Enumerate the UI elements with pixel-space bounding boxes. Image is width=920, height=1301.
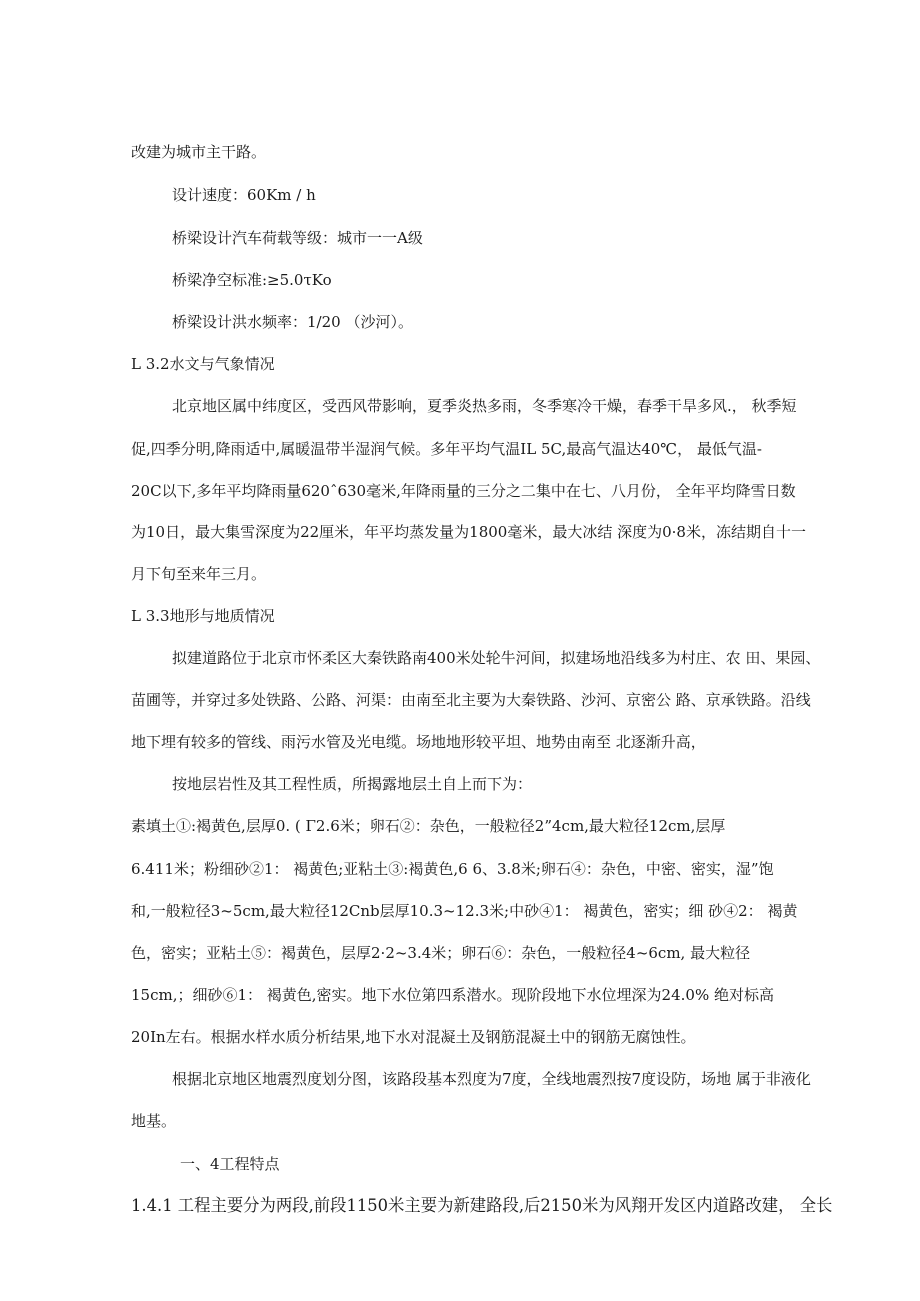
section-heading: L 3.2水文与气象情况 — [131, 355, 275, 373]
text-line: 色，密实；亚粘土⑤：褐黄色，层厚2·2~3.4米；卵石⑥：杂色，一般粒径4~6cm, 最大粒径 — [131, 944, 751, 962]
text-line: 素填土①:褐黄色,层厚0. ( Γ2.6米；卵石②：杂色，一般粒径2”4cm,最大粒径12cm,层厚 — [131, 817, 726, 835]
text-line: 桥梁设计洪水频率：1/20 （沙河）。 — [172, 313, 413, 331]
text-line: 地下埋有较多的管线、雨污水管及光电缆。场地地形较平坦、地势由南至 北逐渐升高， — [131, 733, 706, 751]
text-line: 15cm,；细砂⑥1： 褐黄色,密实。地下水位第四系潜水。现阶段地下水位埋深为24.0% 绝对标高 — [131, 986, 774, 1004]
text-line: 按地层岩性及其工程性质，所揭露地层土自上而下为： — [172, 775, 533, 793]
section-heading: 一、4工程特点 — [180, 1155, 280, 1173]
text-line: 20In左右。根据水样水质分析结果,地下水对混凝土及钢筋混凝土中的钢筋无腐蚀性。 — [131, 1028, 696, 1046]
text-line: 桥梁设计汽车荷载等级：城市一一A级 — [172, 229, 423, 247]
text-line: 20C以下,多年平均降雨量620ˆ630毫米,年降雨量的三分之二集中在七、八月份， 全年平均降雪日数 — [131, 482, 796, 500]
text-line: 北京地区属中纬度区，受西风带影响，夏季炎热多雨，冬季寒冷干燥，春季干旱多风.， 秋季短 — [172, 397, 797, 415]
text-line: 促,四季分明,降雨适中,属暖温带半湿润气候。多年平均气温IL 5C,最高气温达40℃， 最低气温- — [131, 440, 762, 458]
text-line: 地基。 — [131, 1112, 177, 1130]
text-line: 根据北京地区地震烈度划分图，该路段基本烈度为7度，全线地震烈按7度设防，场地 属于非液化 — [172, 1070, 811, 1088]
text-line: 拟建道路位于北京市怀柔区大秦铁路南400米处轮牛河间，拟建场地沿线多为村庄、农 田、果园、 — [172, 649, 821, 667]
text-line: 1.4.1 工程主要分为两段,前段1150米主要为新建路段,后2150米为风翔开发区内道路改建， 全长 — [131, 1196, 833, 1216]
text-line: 月下旬至来年三月。 — [131, 565, 267, 583]
text-line: 和,一般粒径3~5cm,最大粒径12Cnb层厚10.3~12.3米;中砂④1： 褐黄色，密实；细 砂④2： 褐黄 — [131, 902, 798, 920]
text-line: 设计速度：60Km / h — [172, 186, 316, 204]
section-heading: L 3.3地形与地质情况 — [131, 607, 275, 625]
text-line: 6.411米；粉细砂②1： 褐黄色;亚粘土③:褐黄色,6 6、3.8米;卵石④：杂色，中密、密实，湿”饱 — [131, 860, 774, 878]
text-line: 为10日，最大集雪深度为22厘米，年平均蒸发量为1800毫米，最大冰结 深度为0·8米，冻结期自十一 — [131, 523, 806, 541]
text-line: 苗圃等，并穿过多处铁路、公路、河渠：由南至北主要为大秦铁路、沙河、京密公 路、京承铁路。沿线 — [131, 691, 811, 709]
text-line: 改建为城市主干路。 — [131, 143, 267, 161]
text-line: 桥梁净空标准:≥5.0τKo — [172, 271, 332, 289]
